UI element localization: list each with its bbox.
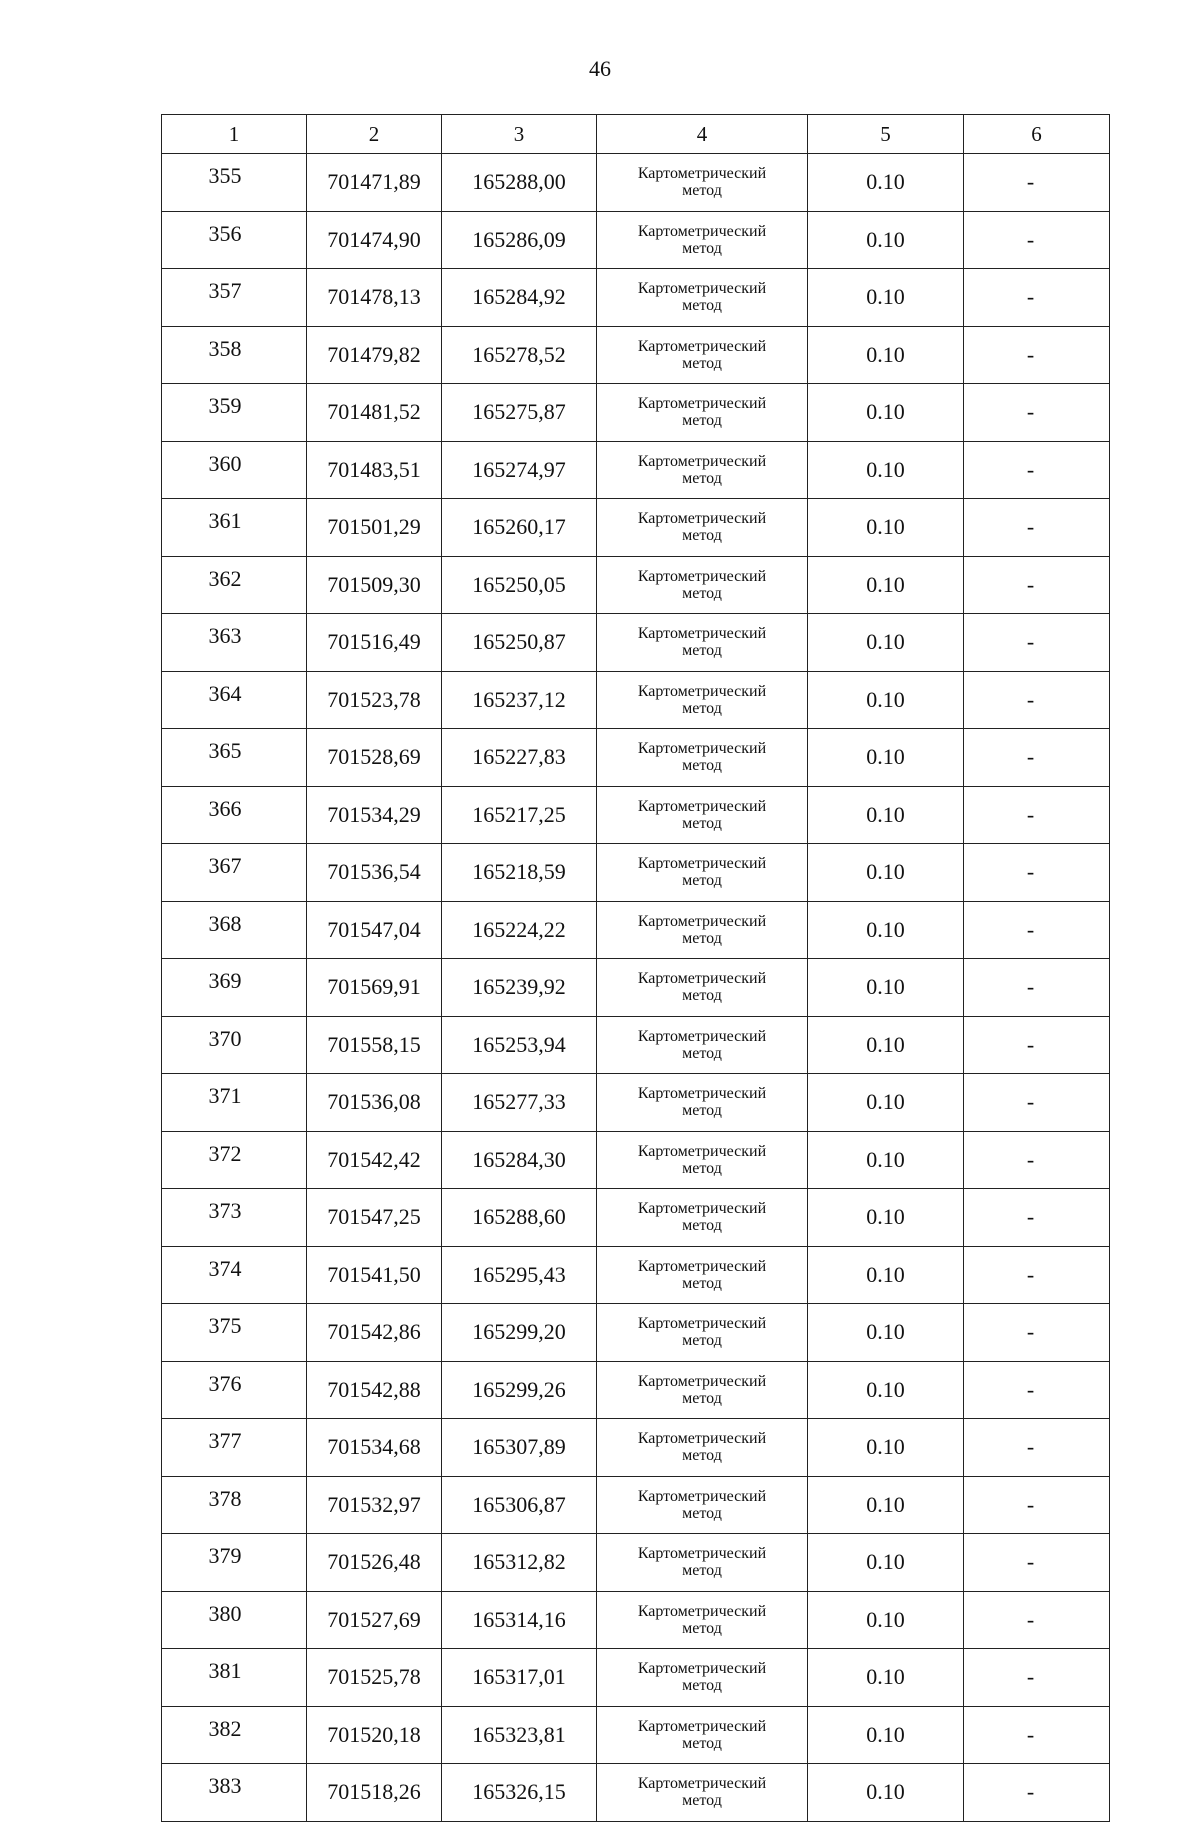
x-coordinate-cell: 701516,49 (307, 614, 442, 672)
note-cell: - (964, 1419, 1110, 1477)
note-cell: - (964, 1246, 1110, 1304)
table-row (162, 614, 1110, 672)
y-coordinate-cell: 165288,60 (442, 1189, 597, 1247)
method-cell (597, 786, 808, 844)
header-cell: 1 (162, 115, 307, 154)
table-header-row (162, 115, 1110, 154)
y-coordinate-cell: 165260,17 (442, 499, 597, 557)
x-coordinate-cell: 701474,90 (307, 211, 442, 269)
x-coordinate-cell: 701532,97 (307, 1476, 442, 1534)
note-cell: - (964, 844, 1110, 902)
y-coordinate-cell: 165253,94 (442, 1016, 597, 1074)
point-number-cell: 371 (162, 1074, 307, 1132)
method-cell (597, 844, 808, 902)
x-coordinate-cell: 701525,78 (307, 1649, 442, 1707)
x-coordinate-cell: 701558,15 (307, 1016, 442, 1074)
method-line-2: метод (682, 584, 722, 602)
table-row (162, 1419, 1110, 1477)
x-coordinate-cell: 701483,51 (307, 441, 442, 499)
table-row (162, 384, 1110, 442)
method-line-2: метод (682, 527, 722, 545)
method-line-1: Картометрический (637, 222, 767, 240)
header-cell: 2 (307, 115, 442, 154)
y-coordinate-cell: 165299,20 (442, 1304, 597, 1362)
accuracy-cell: 0.10 (808, 1419, 964, 1477)
x-coordinate-cell: 701547,25 (307, 1189, 442, 1247)
note-cell: - (964, 211, 1110, 269)
method-line-1: Картометрический (637, 510, 767, 528)
point-number-cell: 360 (162, 441, 307, 499)
method-cell (597, 614, 808, 672)
header-cell: 6 (964, 115, 1110, 154)
method-line-1: Картометрический (637, 1545, 767, 1563)
accuracy-cell: 0.10 (808, 1304, 964, 1362)
method-line-2: метод (682, 1044, 722, 1062)
accuracy-cell: 0.10 (808, 786, 964, 844)
note-cell: - (964, 1476, 1110, 1534)
y-coordinate-cell: 165217,25 (442, 786, 597, 844)
point-number-cell: 381 (162, 1649, 307, 1707)
point-number-cell: 369 (162, 959, 307, 1017)
method-cell (597, 671, 808, 729)
point-number-cell: 363 (162, 614, 307, 672)
point-number-cell: 368 (162, 901, 307, 959)
x-coordinate-cell: 701542,42 (307, 1131, 442, 1189)
method-cell (597, 1074, 808, 1132)
method-cell (597, 1476, 808, 1534)
note-cell: - (964, 901, 1110, 959)
table-row (162, 959, 1110, 1017)
table-row (162, 1764, 1110, 1822)
x-coordinate-cell: 701518,26 (307, 1764, 442, 1822)
y-coordinate-cell: 165317,01 (442, 1649, 597, 1707)
accuracy-cell: 0.10 (808, 1074, 964, 1132)
y-coordinate-cell: 165288,00 (442, 154, 597, 212)
y-coordinate-cell: 165314,16 (442, 1591, 597, 1649)
method-line-2: метод (682, 469, 722, 487)
table-row (162, 269, 1110, 327)
header-cell: 4 (597, 115, 808, 154)
point-number-cell: 378 (162, 1476, 307, 1534)
method-cell (597, 1304, 808, 1362)
y-coordinate-cell: 165227,83 (442, 729, 597, 787)
y-coordinate-cell: 165277,33 (442, 1074, 597, 1132)
method-line-1: Картометрический (637, 682, 767, 700)
note-cell: - (964, 786, 1110, 844)
accuracy-cell: 0.10 (808, 1189, 964, 1247)
y-coordinate-cell: 165218,59 (442, 844, 597, 902)
point-number-cell: 367 (162, 844, 307, 902)
table-row (162, 1246, 1110, 1304)
point-number-cell: 356 (162, 211, 307, 269)
method-cell (597, 1016, 808, 1074)
y-coordinate-cell: 165237,12 (442, 671, 597, 729)
accuracy-cell: 0.10 (808, 844, 964, 902)
x-coordinate-cell: 701479,82 (307, 326, 442, 384)
note-cell: - (964, 269, 1110, 327)
method-line-2: метод (682, 1332, 722, 1350)
accuracy-cell: 0.10 (808, 269, 964, 327)
method-line-2: метод (682, 642, 722, 660)
method-line-2: метод (682, 757, 722, 775)
method-line-1: Картометрический (637, 797, 767, 815)
note-cell: - (964, 1534, 1110, 1592)
accuracy-cell: 0.10 (808, 901, 964, 959)
accuracy-cell: 0.10 (808, 614, 964, 672)
note-cell: - (964, 1189, 1110, 1247)
point-number-cell: 358 (162, 326, 307, 384)
method-line-2: метод (682, 1159, 722, 1177)
x-coordinate-cell: 701481,52 (307, 384, 442, 442)
y-coordinate-cell: 165326,15 (442, 1764, 597, 1822)
method-line-2: метод (682, 872, 722, 890)
method-line-2: метод (682, 1447, 722, 1465)
method-line-1: Картометрический (637, 280, 767, 298)
method-cell (597, 1764, 808, 1822)
note-cell: - (964, 1016, 1110, 1074)
point-number-cell: 359 (162, 384, 307, 442)
accuracy-cell: 0.10 (808, 441, 964, 499)
method-cell (597, 959, 808, 1017)
method-line-1: Картометрический (637, 452, 767, 470)
header-cell: 3 (442, 115, 597, 154)
note-cell: - (964, 1649, 1110, 1707)
method-line-2: метод (682, 297, 722, 315)
x-coordinate-cell: 701542,86 (307, 1304, 442, 1362)
table-row (162, 1304, 1110, 1362)
y-coordinate-cell: 165224,22 (442, 901, 597, 959)
method-line-1: Картометрический (637, 855, 767, 873)
method-line-2: метод (682, 1677, 722, 1695)
table-row (162, 1476, 1110, 1534)
x-coordinate-cell: 701569,91 (307, 959, 442, 1017)
method-cell (597, 1189, 808, 1247)
note-cell: - (964, 614, 1110, 672)
method-cell (597, 1649, 808, 1707)
table-row (162, 844, 1110, 902)
table-row (162, 211, 1110, 269)
method-line-1: Картометрический (637, 1775, 767, 1793)
method-cell (597, 154, 808, 212)
y-coordinate-cell: 165250,05 (442, 556, 597, 614)
x-coordinate-cell: 701509,30 (307, 556, 442, 614)
x-coordinate-cell: 701526,48 (307, 1534, 442, 1592)
point-number-cell: 382 (162, 1706, 307, 1764)
method-line-1: Картометрический (637, 567, 767, 585)
method-line-2: метод (682, 1274, 722, 1292)
method-line-2: метод (682, 1389, 722, 1407)
x-coordinate-cell: 701527,69 (307, 1591, 442, 1649)
accuracy-cell: 0.10 (808, 384, 964, 442)
method-line-2: метод (682, 1619, 722, 1637)
x-coordinate-cell: 701520,18 (307, 1706, 442, 1764)
y-coordinate-cell: 165275,87 (442, 384, 597, 442)
method-cell (597, 1706, 808, 1764)
table-row (162, 671, 1110, 729)
method-cell (597, 384, 808, 442)
table-row (162, 1706, 1110, 1764)
table-row (162, 441, 1110, 499)
method-line-2: метод (682, 987, 722, 1005)
method-cell (597, 499, 808, 557)
method-cell (597, 441, 808, 499)
accuracy-cell: 0.10 (808, 1591, 964, 1649)
x-coordinate-cell: 701541,50 (307, 1246, 442, 1304)
point-number-cell: 361 (162, 499, 307, 557)
y-coordinate-cell: 165284,92 (442, 269, 597, 327)
accuracy-cell: 0.10 (808, 1361, 964, 1419)
method-line-2: метод (682, 1562, 722, 1580)
method-cell (597, 211, 808, 269)
method-cell (597, 1131, 808, 1189)
y-coordinate-cell: 165250,87 (442, 614, 597, 672)
accuracy-cell: 0.10 (808, 1706, 964, 1764)
method-cell (597, 1419, 808, 1477)
y-coordinate-cell: 165307,89 (442, 1419, 597, 1477)
table-row (162, 729, 1110, 787)
note-cell: - (964, 1074, 1110, 1132)
point-number-cell: 380 (162, 1591, 307, 1649)
note-cell: - (964, 729, 1110, 787)
accuracy-cell: 0.10 (808, 326, 964, 384)
accuracy-cell: 0.10 (808, 1016, 964, 1074)
method-line-2: метод (682, 1217, 722, 1235)
x-coordinate-cell: 701534,29 (307, 786, 442, 844)
method-cell (597, 729, 808, 787)
method-line-1: Картометрический (637, 1430, 767, 1448)
method-line-2: метод (682, 1734, 722, 1752)
method-line-2: метод (682, 182, 722, 200)
note-cell: - (964, 441, 1110, 499)
table-row (162, 786, 1110, 844)
y-coordinate-cell: 165286,09 (442, 211, 597, 269)
method-line-1: Картометрический (637, 337, 767, 355)
note-cell: - (964, 671, 1110, 729)
note-cell: - (964, 1764, 1110, 1822)
table-row (162, 901, 1110, 959)
method-cell (597, 269, 808, 327)
point-number-cell: 370 (162, 1016, 307, 1074)
table-row (162, 1534, 1110, 1592)
method-line-1: Картометрический (637, 1717, 767, 1735)
method-cell (597, 1361, 808, 1419)
table-row (162, 1591, 1110, 1649)
page-number: 46 (589, 56, 611, 81)
x-coordinate-cell: 701501,29 (307, 499, 442, 557)
coordinates-table (161, 114, 1110, 1822)
method-cell (597, 1591, 808, 1649)
method-line-1: Картометрический (637, 1372, 767, 1390)
note-cell: - (964, 556, 1110, 614)
method-line-2: метод (682, 354, 722, 372)
y-coordinate-cell: 165312,82 (442, 1534, 597, 1592)
y-coordinate-cell: 165306,87 (442, 1476, 597, 1534)
method-line-2: метод (682, 814, 722, 832)
accuracy-cell: 0.10 (808, 1246, 964, 1304)
y-coordinate-cell: 165284,30 (442, 1131, 597, 1189)
accuracy-cell: 0.10 (808, 959, 964, 1017)
note-cell: - (964, 499, 1110, 557)
method-line-1: Картометрический (637, 740, 767, 758)
x-coordinate-cell: 701534,68 (307, 1419, 442, 1477)
point-number-cell: 373 (162, 1189, 307, 1247)
point-number-cell: 376 (162, 1361, 307, 1419)
point-number-cell: 366 (162, 786, 307, 844)
point-number-cell: 362 (162, 556, 307, 614)
x-coordinate-cell: 701536,08 (307, 1074, 442, 1132)
accuracy-cell: 0.10 (808, 154, 964, 212)
table-row (162, 326, 1110, 384)
method-cell (597, 1246, 808, 1304)
note-cell: - (964, 1361, 1110, 1419)
accuracy-cell: 0.10 (808, 729, 964, 787)
method-line-2: метод (682, 239, 722, 257)
accuracy-cell: 0.10 (808, 556, 964, 614)
accuracy-cell: 0.10 (808, 211, 964, 269)
point-number-cell: 374 (162, 1246, 307, 1304)
point-number-cell: 383 (162, 1764, 307, 1822)
method-cell (597, 901, 808, 959)
y-coordinate-cell: 165323,81 (442, 1706, 597, 1764)
x-coordinate-cell: 701547,04 (307, 901, 442, 959)
method-line-1: Картометрический (637, 1027, 767, 1045)
accuracy-cell: 0.10 (808, 1764, 964, 1822)
note-cell: - (964, 154, 1110, 212)
point-number-cell: 357 (162, 269, 307, 327)
point-number-cell: 355 (162, 154, 307, 212)
y-coordinate-cell: 165274,97 (442, 441, 597, 499)
table-row (162, 1189, 1110, 1247)
y-coordinate-cell: 165295,43 (442, 1246, 597, 1304)
point-number-cell: 375 (162, 1304, 307, 1362)
note-cell: - (964, 1131, 1110, 1189)
table-row (162, 1131, 1110, 1189)
method-line-2: метод (682, 1102, 722, 1120)
point-number-cell: 379 (162, 1534, 307, 1592)
point-number-cell: 377 (162, 1419, 307, 1477)
method-cell (597, 326, 808, 384)
table-row (162, 499, 1110, 557)
y-coordinate-cell: 165239,92 (442, 959, 597, 1017)
x-coordinate-cell: 701523,78 (307, 671, 442, 729)
method-line-1: Картометрический (637, 395, 767, 413)
note-cell: - (964, 384, 1110, 442)
method-line-1: Картометрический (637, 970, 767, 988)
note-cell: - (964, 959, 1110, 1017)
method-cell (597, 1534, 808, 1592)
method-line-1: Картометрический (637, 1142, 767, 1160)
method-line-1: Картометрический (637, 912, 767, 930)
method-line-2: метод (682, 929, 722, 947)
table-row (162, 1074, 1110, 1132)
method-line-2: метод (682, 412, 722, 430)
method-line-1: Картометрический (637, 1602, 767, 1620)
x-coordinate-cell: 701542,88 (307, 1361, 442, 1419)
x-coordinate-cell: 701478,13 (307, 269, 442, 327)
table-row (162, 1361, 1110, 1419)
accuracy-cell: 0.10 (808, 499, 964, 557)
note-cell: - (964, 1591, 1110, 1649)
note-cell: - (964, 1304, 1110, 1362)
method-line-1: Картометрический (637, 1200, 767, 1218)
accuracy-cell: 0.10 (808, 1534, 964, 1592)
method-line-1: Картометрический (637, 1660, 767, 1678)
method-line-1: Картометрический (637, 1487, 767, 1505)
note-cell: - (964, 326, 1110, 384)
point-number-cell: 365 (162, 729, 307, 787)
table-row (162, 154, 1110, 212)
method-line-2: метод (682, 699, 722, 717)
table-row (162, 1649, 1110, 1707)
method-line-1: Картометрический (637, 625, 767, 643)
y-coordinate-cell: 165278,52 (442, 326, 597, 384)
accuracy-cell: 0.10 (808, 1649, 964, 1707)
x-coordinate-cell: 701528,69 (307, 729, 442, 787)
accuracy-cell: 0.10 (808, 671, 964, 729)
point-number-cell: 364 (162, 671, 307, 729)
method-line-2: метод (682, 1504, 722, 1522)
note-cell: - (964, 1706, 1110, 1764)
x-coordinate-cell: 701536,54 (307, 844, 442, 902)
x-coordinate-cell: 701471,89 (307, 154, 442, 212)
coordinates-table-body (162, 115, 1110, 1822)
header-cell: 5 (808, 115, 964, 154)
accuracy-cell: 0.10 (808, 1476, 964, 1534)
table-row (162, 556, 1110, 614)
method-cell (597, 556, 808, 614)
method-line-1: Картометрический (637, 1315, 767, 1333)
method-line-2: метод (682, 1792, 722, 1810)
method-line-1: Картометрический (637, 1085, 767, 1103)
point-number-cell: 372 (162, 1131, 307, 1189)
method-line-1: Картометрический (637, 165, 767, 183)
method-line-1: Картометрический (637, 1257, 767, 1275)
accuracy-cell: 0.10 (808, 1131, 964, 1189)
table-row (162, 1016, 1110, 1074)
y-coordinate-cell: 165299,26 (442, 1361, 597, 1419)
